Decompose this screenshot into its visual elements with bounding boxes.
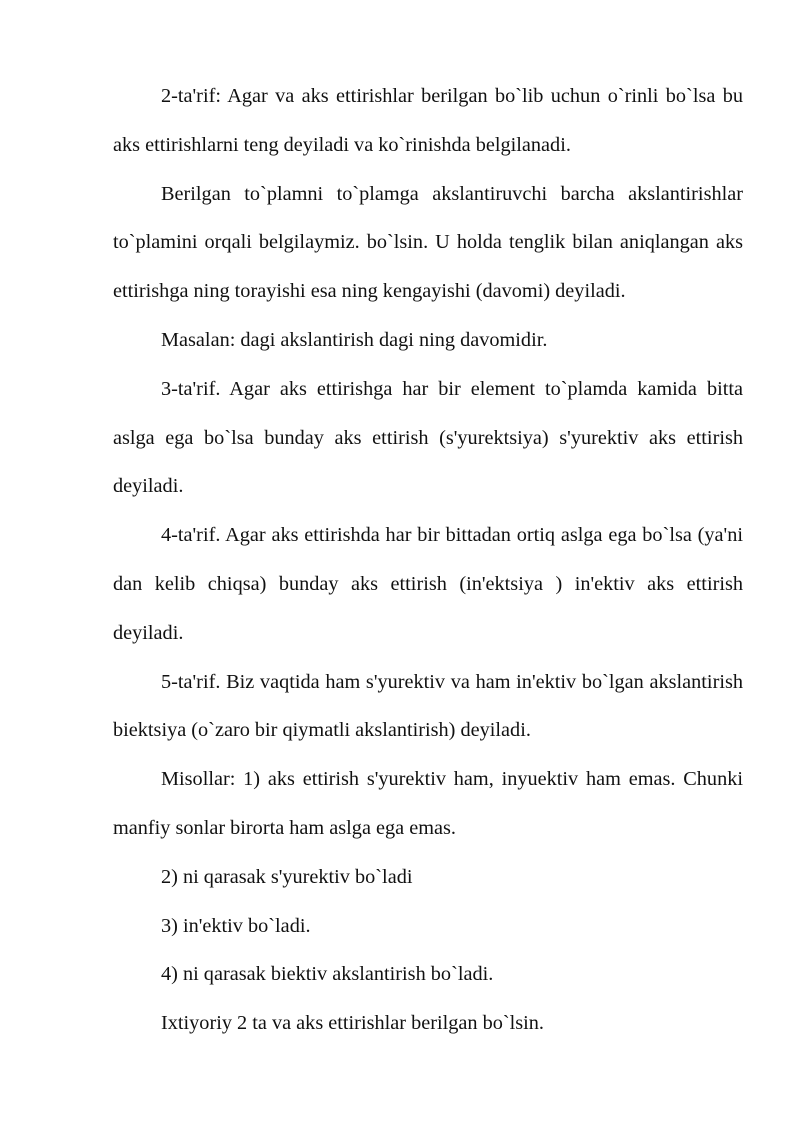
paragraph-definition-3: 3-ta'rif. Agar aks ettirishga har bir element to`plamda kamida bitta aslga ega bo`lsa bunday aks ettirish (s'yurektsiya) s'yurektiv aks ettirish deyiladi. [113,377,743,498]
paragraph-examples-4: 4) ni qarasak biektiv akslantirish bo`ladi. [161,963,494,986]
paragraph-restriction-extension: Berilgan to`plamni to`plamga akslantiruvchi barcha akslantirishlar to`plamini orqali belgilaymiz. bo`lsin. U holda tenglik bilan aniqlangan aks ettirishga ning torayishi esa ning kengayishi (davomi) deyiladi. [113,182,743,303]
paragraph-examples-1: Misollar: 1) aks ettirish s'yurektiv ham, inyuektiv ham emas. Chunki manfiy sonlar birorta ham aslga ega emas. [113,768,743,839]
paragraph-definition-4: 4-ta'rif. Agar aks ettirishda har bir bittadan ortiq aslga ega bo`lsa (ya'ni dan kelib chiqsa) bunday aks ettirish (in'ektsiya ) in'ektiv aks ettirish deyiladi. [113,524,743,644]
paragraph-examples-2: 2) ni qarasak s'yurektiv bo`ladi [161,865,413,888]
paragraph-definition-5: 5-ta'rif. Biz vaqtida ham s'yurektiv va ham in'ektiv bo`lgan akslantirish biektsiya (o`zaro bir qiymatli akslantirish) deyiladi. [113,670,743,742]
paragraph-example: Masalan: dagi akslantirish dagi ning davomidir. [161,328,548,351]
paragraph-examples-3: 3) in'ektiv bo`ladi. [161,914,311,937]
paragraph-arbitrary-mappings: Ixtiyoriy 2 ta va aks ettirishlar berilgan bo`lsin. [161,1012,544,1035]
paragraph-definition-2: 2-ta'rif: Agar va aks ettirishlar berilgan bo`lib uchun o`rinli bo`lsa bu aks ettirishlarni teng deyiladi va ko`rinishda belgilanadi. [113,85,743,156]
